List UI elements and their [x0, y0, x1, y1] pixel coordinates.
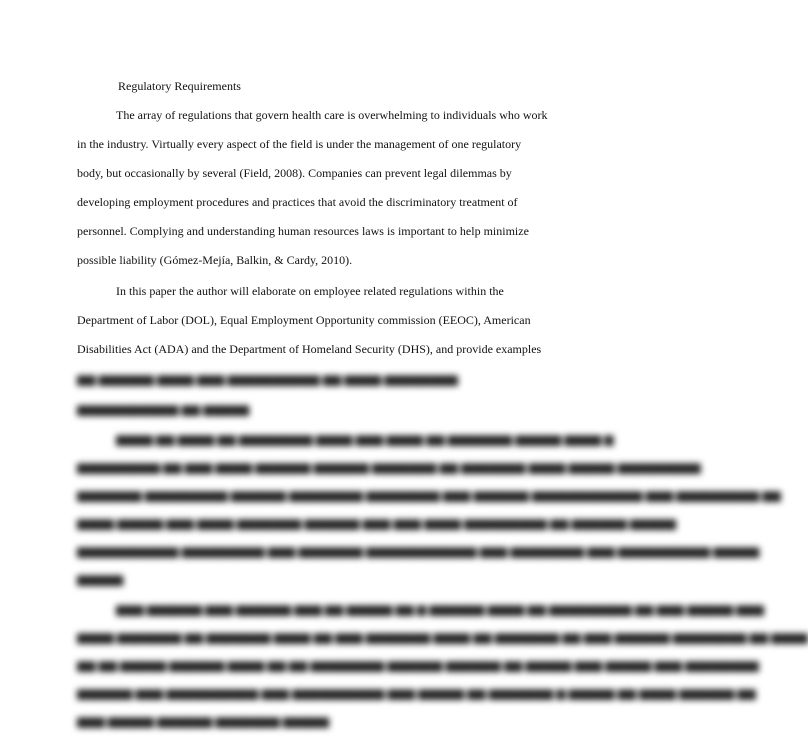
paragraph-1-line-6: possible liability (Gómez-Mejía, Balkin, & Cardy, 2010).	[77, 253, 353, 267]
document-title: Regulatory Requirements	[118, 79, 241, 93]
blurred-preview-region: ▆▆ ▆▆▆▆▆▆ ▆▆▆▆ ▆▆▆ ▆▆▆▆▆▆▆▆▆▆ ▆▆ ▆▆▆▆ ▆▆▆▆▆▆▆▆ ▆▆▆▆▆▆▆▆▆▆▆ ▆▆ ▆▆▆▆▆ ▆▆▆▆ ▆▆ ▆▆▆▆ ▆▆ ▆▆▆▆▆▆▆▆ ▆▆▆▆ ▆▆▆ ▆▆▆▆ ▆▆ ▆▆▆▆▆▆▆ ▆▆▆▆▆ ▆▆▆▆ ▆ ▆▆▆▆▆▆▆▆▆ ▆▆ ▆▆▆ ▆▆▆▆ ▆▆▆▆▆▆ ▆▆▆▆▆▆ ▆▆▆▆▆▆▆ ▆▆ ▆▆▆▆▆▆▆ ▆▆▆▆ ▆▆▆▆▆ ▆▆▆▆▆▆▆▆▆ ▆▆▆▆▆▆▆ ▆▆▆▆▆▆▆▆▆ ▆▆▆▆▆▆ ▆▆▆▆▆▆▆▆ ▆▆▆▆▆▆▆▆ ▆▆▆ ▆▆▆▆▆▆ ▆▆▆▆▆▆▆▆▆▆▆▆ ▆▆▆ ▆▆▆▆▆▆▆▆▆ ▆▆ ▆▆▆▆ ▆▆▆▆▆ ▆▆▆ ▆▆▆▆ ▆▆▆▆▆▆▆ ▆▆▆▆▆▆ ▆▆▆ ▆▆▆ ▆▆▆▆ ▆▆▆▆▆▆▆▆▆ ▆▆ ▆▆▆▆▆▆ ▆▆▆▆▆ ▆▆▆▆▆▆▆▆▆▆▆ ▆▆▆▆▆▆▆▆▆ ▆▆▆ ▆▆▆▆▆▆▆ ▆▆▆▆▆▆▆▆▆▆▆▆ ▆▆▆ ▆▆▆▆▆▆▆▆ ▆▆▆ ▆▆▆▆▆▆▆▆▆▆ ▆▆▆▆▆ ▆▆▆▆▆ ▆▆▆ ▆▆▆▆▆▆ ▆▆▆ ▆▆▆▆▆▆ ▆▆▆ ▆▆ ▆▆▆▆▆ ▆▆ ▆ ▆▆▆▆▆▆ ▆▆▆▆ ▆▆ ▆▆▆▆▆▆▆▆▆ ▆▆ ▆▆▆ ▆▆▆▆▆ ▆▆▆ ▆▆▆▆ ▆▆▆▆▆▆▆ ▆▆ ▆▆▆▆▆▆▆ ▆▆▆▆ ▆▆ ▆▆▆ ▆▆▆▆▆▆▆ ▆▆▆▆ ▆▆ ▆▆▆▆▆▆▆ ▆▆ ▆▆▆ ▆▆▆▆▆▆ ▆▆▆▆▆▆▆▆ ▆▆ ▆▆▆▆ ▆▆ ▆▆ ▆▆▆▆▆ ▆▆▆▆▆▆ ▆▆▆▆ ▆▆ ▆▆ ▆▆▆▆▆▆▆▆ ▆▆▆▆▆▆ ▆▆▆▆▆▆ ▆▆ ▆▆▆▆▆ ▆▆▆ ▆▆▆▆▆ ▆▆▆ ▆▆▆▆▆▆▆▆ ▆▆▆▆▆▆ ▆▆▆ ▆▆▆▆▆▆▆▆▆▆ ▆▆▆ ▆▆▆▆▆▆▆▆▆▆ ▆▆▆ ▆▆▆▆▆ ▆▆ ▆▆▆▆▆▆▆ ▆ ▆▆▆▆▆ ▆▆ ▆▆▆▆ ▆▆▆▆▆▆ ▆▆ ▆▆▆ ▆▆▆▆▆ ▆▆▆▆▆▆ ▆▆▆▆▆▆▆ ▆▆▆▆▆	[77, 372, 808, 728]
paragraph-1-line-2: in the industry. Virtually every aspect of the field is under the management of one regulatory	[77, 137, 522, 151]
paragraph-2-line-2: Department of Labor (DOL), Equal Employment Opportunity commission (EEOC), American	[77, 313, 531, 327]
paragraph-2-line-3: Disabilities Act (ADA) and the Department of Homeland Security (DHS), and provide examples	[77, 342, 542, 356]
paragraph-1-line-1: The array of regulations that govern health care is overwhelming to individuals who work	[116, 108, 548, 122]
paragraph-2-line-1: In this paper the author will elaborate on employee related regulations within the	[116, 284, 504, 298]
paragraph-1-line-4: developing employment procedures and practices that avoid the discriminatory treatment of	[77, 195, 518, 209]
paragraph-1-line-5: personnel. Complying and understanding human resources laws is important to help minimize	[77, 224, 529, 238]
paragraph-1-line-3: body, but occasionally by several (Field, 2008). Companies can prevent legal dilemmas by	[77, 166, 512, 180]
